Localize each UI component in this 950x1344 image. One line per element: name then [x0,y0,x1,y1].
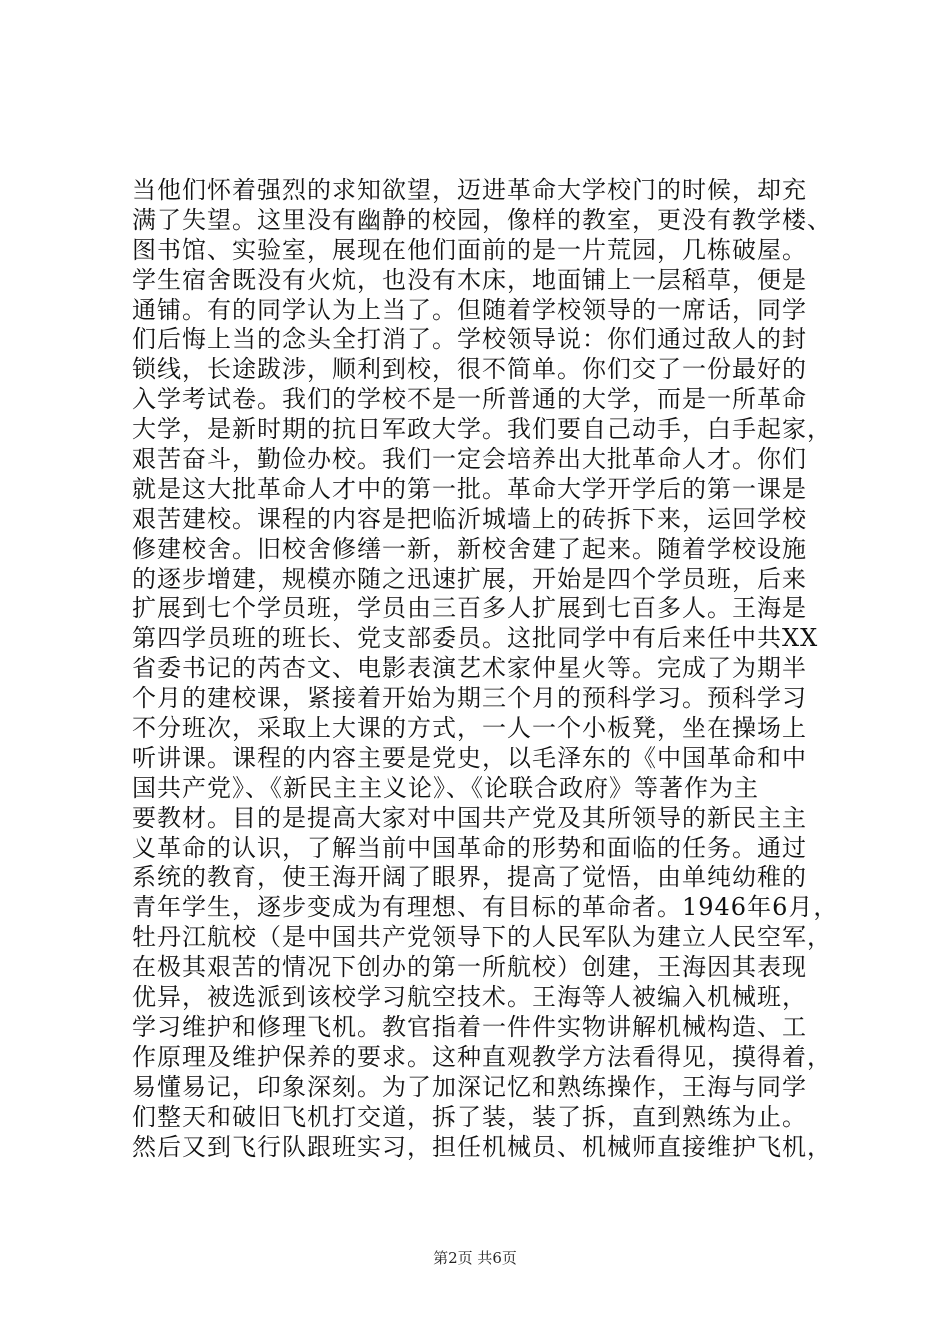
text-line: 学生宿舍既没有火炕，也没有木床，地面铺上一层稻草，便是 [132,265,807,294]
text-line: 个月的建校课，紧接着开始为期三个月的预科学习。预科学习 [132,684,807,713]
text-line: 大学，是新时期的抗日军政大学。我们要自己动手，白手起家， [132,415,832,444]
text-line: 在极其艰苦的情况下创办的第一所航校）创建，王海因其表现 [132,953,807,982]
text-line: 们整天和破旧飞机打交道，拆了装，装了拆，直到熟练为止。 [132,1102,807,1131]
text-line: 作原理及维护保养的要求。这种直观教学方法看得见，摸得着， [132,1042,832,1071]
text-line: 系统的教育，使王海开阔了眼界，提高了觉悟，由单纯幼稚的 [132,863,807,892]
text-line: 省委书记的芮杏文、电影表演艺术家仲星火等。完成了为期半 [132,654,807,683]
text-line: 艰苦建校。课程的内容是把临沂城墙上的砖拆下来，运回学校 [132,504,807,533]
text-line: 学习维护和修理飞机。教官指着一件件实物讲解机械构造、工 [132,1012,807,1041]
text-line: 入学考试卷。我们的学校不是一所普通的大学，而是一所革命 [132,385,807,414]
text-line: 青年学生，逐步变成为有理想、有目标的革命者。1946年6月， [132,893,839,922]
text-line: 就是这大批革命人才中的第一批。革命大学开学后的第一课是 [132,474,807,503]
text-line: 不分班次，采取上大课的方式，一人一个小板凳，坐在操场上 [132,714,807,743]
text-line: 牡丹江航校（是中国共产党领导下的人民军队为建立人民空军， [132,923,832,952]
text-line: 第四学员班的班长、党支部委员。这批同学中有后来任中共XX [132,624,819,653]
text-line: 国共产党》、《新民主主义论》、《论联合政府》等著作为主 [132,773,759,802]
text-line: 扩展到七个学员班，学员由三百多人扩展到七百多人。王海是 [132,594,807,623]
text-line: 通铺。有的同学认为上当了。但随着学校领导的一席话，同学 [132,295,807,324]
text-line: 满了失望。这里没有幽静的校园，像样的教室，更没有教学楼、 [132,205,832,234]
text-line: 修建校舍。旧校舍修缮一新，新校舍建了起来。随着学校设施 [132,534,807,563]
text-line: 当他们怀着强烈的求知欲望，迈进革命大学校门的时候，却充 [132,176,807,204]
text-line: 的逐步增建，规模亦随之迅速扩展，开始是四个学员班，后来 [132,564,807,593]
text-line: 然后又到飞行队跟班实习，担任机械员、机械师直接维护飞机， [132,1132,832,1161]
text-line: 要教材。目的是提高大家对中国共产党及其所领导的新民主主 [132,803,807,832]
text-line: 艰苦奋斗，勤俭办校。我们一定会培养出大批革命人才。你们 [132,445,807,474]
text-line: 们后悔上当的念头全打消了。学校领导说：你们通过敌人的封 [132,325,807,354]
text-line: 图书馆、实验室，展现在他们面前的是一片荒园，几栋破屋。 [132,235,807,264]
body-text [132,176,852,1162]
text-line: 锁线，长途跋涉，顺利到校，很不简单。你们交了一份最好的 [132,355,807,384]
text-line: 听讲课。课程的内容主要是党史，以毛泽东的《中国革命和中 [132,743,807,772]
text-line: 义革命的认识，了解当前中国革命的形势和面临的任务。通过 [132,833,807,862]
text-line: 优异，被选派到该校学习航空技术。王海等人被编入机械班， [132,983,807,1012]
text-line: 易懂易记，印象深刻。为了加深记忆和熟练操作，王海与同学 [132,1072,807,1101]
page-footer: 第2页 共6页 [433,1249,517,1267]
